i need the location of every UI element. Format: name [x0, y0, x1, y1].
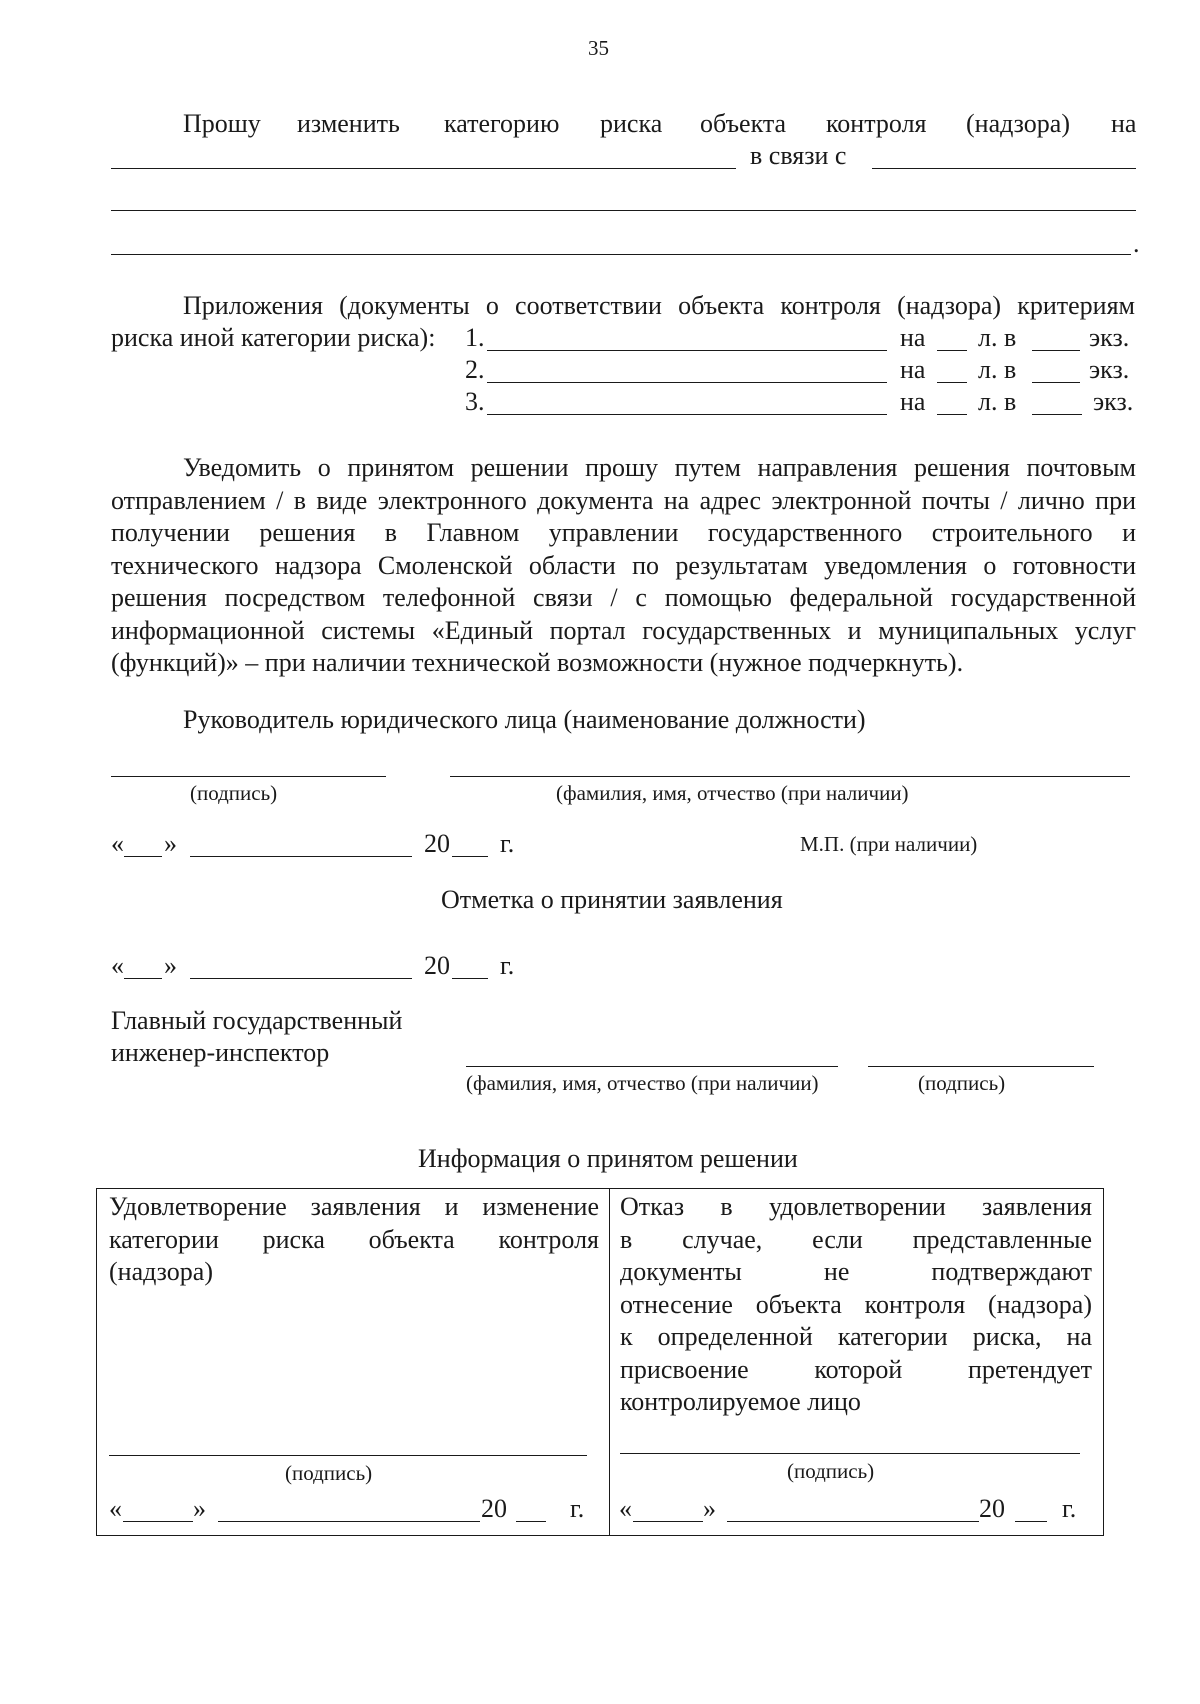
request-word-6: контроля [826, 109, 927, 138]
decision-right-year-suffix: г. [1062, 1494, 1077, 1523]
reason-field-2[interactable] [111, 210, 1136, 211]
stamp-label: М.П. (при наличии) [800, 832, 978, 856]
decision-right-line-7: контролируемое лицо [620, 1387, 861, 1416]
decision-left-day-field[interactable] [123, 1521, 193, 1522]
attachment-3-ekz: экз. [1093, 387, 1134, 416]
attachment-3-number: 3. [465, 387, 485, 416]
notification-line-7: (функций)» – при наличии технической возможности (нужное подчеркнуть). [111, 648, 964, 677]
head-date-year-prefix: 20 [424, 829, 450, 858]
decision-left-line-1: Удовлетворение заявления и изменение [109, 1192, 599, 1221]
inspector-signature-field[interactable] [868, 1066, 1094, 1067]
attachments-intro-2: риска иной категории риска): [111, 323, 436, 352]
decision-right-line-6: присвоение которой претендует [620, 1354, 1092, 1384]
decision-left-signature-label: (подпись) [285, 1461, 373, 1485]
request-word-3: категорию [444, 109, 560, 138]
head-date-year-field[interactable] [452, 856, 488, 857]
inspector-fio-label: (фамилия, имя, отчество (при наличии) [466, 1071, 819, 1095]
head-date-day-field[interactable] [124, 856, 162, 857]
decision-right-year-prefix: 20 [979, 1494, 1005, 1523]
head-fio-field[interactable] [450, 776, 1130, 777]
acceptance-date-year-suffix: г. [500, 951, 515, 980]
new-category-field[interactable] [111, 168, 736, 169]
decision-right-line-1: Отказ в удовлетворении заявления [620, 1192, 1092, 1221]
decision-left-month-field[interactable] [218, 1521, 480, 1522]
notification-line-2: отправлением / в виде электронного документа на адрес электронной почты / лично при [111, 485, 1136, 515]
attachment-1-field[interactable] [487, 350, 887, 351]
attachment-2-lv: л. в [978, 355, 1017, 384]
notification-line-4: технического надзора Смоленской области по результатам уведомления о готовности [111, 550, 1136, 580]
head-date-quote-close: » [164, 829, 177, 858]
reason-field-1[interactable] [872, 168, 1136, 169]
decision-left-line-2: категории риска объекта контроля [109, 1224, 599, 1254]
decision-right-quote-open: « [619, 1494, 632, 1523]
attachment-2-na: на [900, 355, 926, 384]
notification-line-3: получении решения в Главном управлении государственного строительного и [111, 518, 1136, 547]
decision-left-quote-close: » [193, 1494, 206, 1523]
decision-title: Информация о принятом решении [418, 1144, 798, 1173]
decision-right-quote-close: » [703, 1494, 716, 1523]
request-word-2: изменить [297, 109, 400, 138]
attachments-intro-1: Приложения (документы о соответствии объекта контроля (надзора) критериям [183, 291, 1135, 320]
decision-right-signature-field[interactable] [620, 1453, 1080, 1454]
attachment-1-copies-field[interactable] [1032, 350, 1080, 351]
request-word-4: риска [600, 109, 663, 138]
acceptance-date-year-prefix: 20 [424, 951, 450, 980]
attachment-1-ekz: экз. [1089, 323, 1130, 352]
decision-right-line-5: к определенной категории риска, на [620, 1322, 1092, 1351]
attachment-2-number: 2. [465, 355, 485, 384]
attachment-1-number: 1. [465, 323, 485, 352]
decision-right-line-2: в случае, если представленные [620, 1224, 1092, 1254]
attachment-2-ekz: экз. [1089, 355, 1130, 384]
decision-left-year-field[interactable] [516, 1521, 546, 1522]
attachment-3-copies-field[interactable] [1032, 414, 1082, 415]
decision-left-signature-field[interactable] [109, 1455, 587, 1456]
notification-line-5: решения посредством телефонной связи / с помощью федеральной государственной [111, 583, 1136, 612]
attachment-3-sheets-field[interactable] [937, 414, 967, 415]
head-date-quote-open: « [111, 829, 124, 858]
inspector-title-line-2: инженер-инспектор [111, 1038, 330, 1067]
attachment-1-sheets-field[interactable] [937, 350, 967, 351]
decision-left-line-3: (надзора) [109, 1257, 213, 1286]
decision-right-year-field[interactable] [1015, 1521, 1047, 1522]
head-date-year-suffix: г. [500, 829, 515, 858]
decision-right-line-4: отнесение объекта контроля (надзора) [620, 1289, 1092, 1319]
head-signature-field[interactable] [111, 776, 386, 777]
decision-left-year-suffix: г. [570, 1494, 585, 1523]
acceptance-date-quote-open: « [111, 951, 124, 980]
attachment-3-lv: л. в [978, 387, 1017, 416]
notification-paragraph [111, 452, 1136, 680]
attachment-2-copies-field[interactable] [1032, 382, 1080, 383]
decision-right-signature-label: (подпись) [787, 1459, 875, 1483]
in-connection-label: в связи с [750, 141, 847, 170]
reason-field-3[interactable] [111, 254, 1131, 255]
acceptance-date-day-field[interactable] [124, 978, 162, 979]
decision-right-day-field[interactable] [633, 1521, 703, 1522]
attachment-1-na: на [900, 323, 926, 352]
request-word-8: на [1111, 109, 1137, 138]
decision-left-quote-open: « [109, 1494, 122, 1523]
acceptance-date-month-field[interactable] [190, 978, 412, 979]
decision-left-year-prefix: 20 [481, 1494, 507, 1523]
attachment-1-lv: л. в [978, 323, 1017, 352]
decision-right-line-3: документы не подтверждают [620, 1257, 1092, 1286]
reason-period: . [1133, 229, 1140, 258]
notification-line-6: информационной системы «Единый портал государственных и муниципальных услуг [111, 615, 1136, 645]
attachment-2-field[interactable] [487, 382, 887, 383]
attachment-3-field[interactable] [487, 414, 887, 415]
attachment-3-na: на [900, 387, 926, 416]
inspector-title-line-1: Главный государственный [111, 1006, 403, 1035]
request-word-7: (надзора) [966, 109, 1070, 138]
acceptance-date-quote-close: » [164, 951, 177, 980]
acceptance-date-year-field[interactable] [452, 978, 488, 979]
head-title: Руководитель юридического лица (наименование должности) [183, 705, 866, 734]
request-word-1: Прошу [183, 109, 261, 138]
head-signature-label: (подпись) [190, 781, 278, 805]
decision-left-text [109, 1191, 599, 1289]
decision-right-text [620, 1191, 1092, 1419]
attachment-2-sheets-field[interactable] [937, 382, 967, 383]
inspector-signature-label: (подпись) [918, 1071, 1006, 1095]
head-date-month-field[interactable] [190, 856, 412, 857]
request-word-5: объекта [700, 109, 787, 138]
inspector-fio-field[interactable] [466, 1066, 838, 1067]
head-fio-label: (фамилия, имя, отчество (при наличии) [556, 781, 909, 805]
acceptance-title: Отметка о принятии заявления [441, 885, 783, 914]
notification-line-1: Уведомить о принятом решении прошу путем направления решения почтовым [183, 453, 1136, 482]
page-number: 35 [588, 36, 609, 60]
decision-table-divider [609, 1188, 610, 1536]
decision-right-month-field[interactable] [727, 1521, 979, 1522]
